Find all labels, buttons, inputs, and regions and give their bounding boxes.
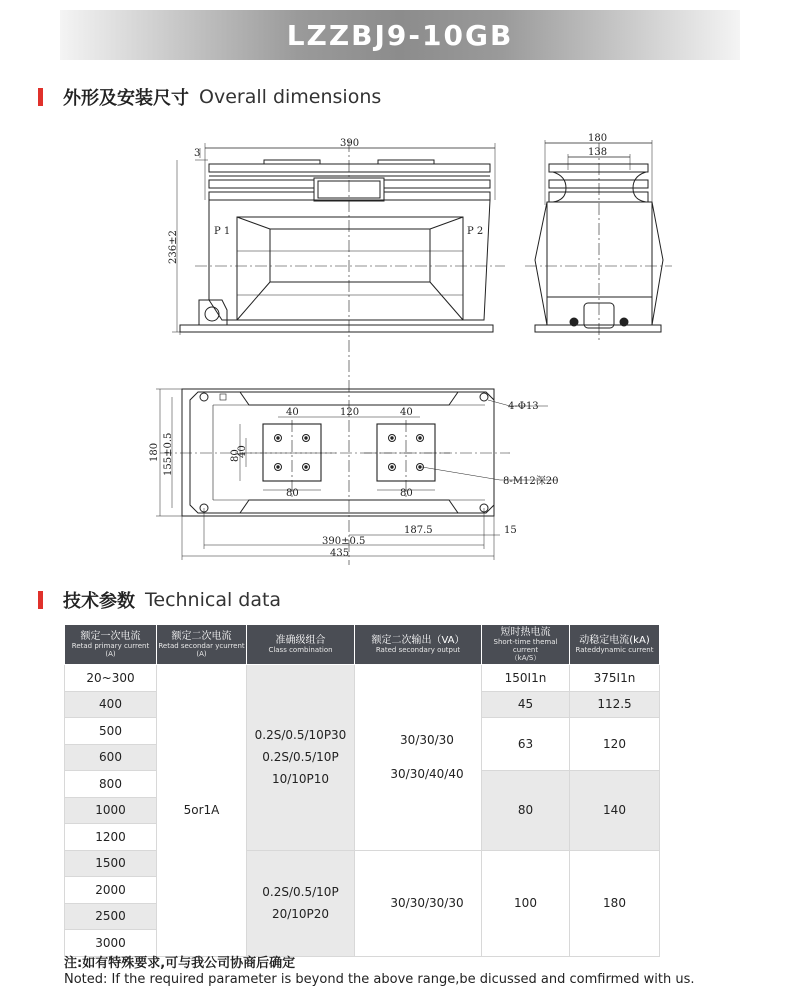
dynamic-cell: 112.5	[570, 691, 660, 718]
section-title-en: Overall dimensions	[199, 86, 382, 108]
col-header-class-combination: 准确级组合 Class combination	[247, 625, 355, 665]
table-header-row	[65, 625, 660, 665]
dimension-drawing	[0, 120, 800, 570]
section-marker	[38, 591, 43, 609]
primary-cell: 3000	[65, 930, 157, 957]
title-banner	[60, 10, 740, 60]
thread-callout: 8-M12深20	[503, 476, 559, 487]
dim-180-plan: 180	[149, 442, 160, 462]
dim-40-vertical: 40	[237, 445, 248, 458]
section-heading-technical	[38, 587, 281, 613]
dim-155: 155±0.5	[163, 432, 174, 476]
label-p1: P 1	[214, 226, 231, 237]
output-cell-b: 30/30/30/30	[355, 850, 482, 956]
primary-cell: 1500	[65, 850, 157, 877]
dim-138: 138	[588, 147, 608, 158]
col-header-secondary-output: 额定二次输出（VA） Rated secondary output	[355, 625, 482, 665]
note-cn: 注:如有特殊要求,可与我公司协商后确定	[64, 956, 296, 971]
primary-cell: 1200	[65, 824, 157, 851]
primary-cell: 600	[65, 744, 157, 771]
thermal-cell: 45	[482, 691, 570, 718]
primary-cell: 500	[65, 718, 157, 745]
product-title: LZZBJ9-10GB	[286, 18, 514, 52]
section-title-cn: 技术参数	[63, 591, 135, 612]
dim-3: 3	[194, 148, 201, 159]
primary-cell: 2500	[65, 903, 157, 930]
thermal-cell: 63	[482, 718, 570, 771]
dim-120: 120	[340, 407, 360, 418]
primary-cell: 400	[65, 691, 157, 718]
dim-40-left: 40	[286, 407, 299, 418]
dim-height: 236±2	[168, 230, 179, 264]
dim-80-left: 80	[286, 488, 299, 499]
hole-callout: 4-Φ13	[508, 401, 539, 412]
dynamic-cell: 120	[570, 718, 660, 771]
primary-cell: 1000	[65, 797, 157, 824]
front-view	[172, 143, 495, 335]
technical-data-table	[64, 624, 660, 957]
primary-cell: 800	[65, 771, 157, 798]
primary-cell: 2000	[65, 877, 157, 904]
primary-cell: 20~300	[65, 665, 157, 692]
class-cell-a: 0.2S/0.5/10P30 0.2S/0.5/10P 10/10P10	[247, 665, 355, 851]
secondary-cell: 5or1A	[157, 665, 247, 957]
class-cell-b: 0.2S/0.5/10P 20/10P20	[247, 850, 355, 956]
col-header-primary-current: 额定一次电流 Retad primary current (A)	[65, 625, 157, 665]
table-row	[65, 850, 660, 877]
section-title-cn: 外形及安装尺寸	[63, 88, 189, 109]
note-block	[64, 956, 694, 988]
dim-80-right: 80	[400, 488, 413, 499]
table-row	[65, 665, 660, 692]
dynamic-cell: 140	[570, 771, 660, 851]
col-header-thermal-current: 短时热电流 Short-time themal current （kA/S）	[482, 625, 570, 665]
dynamic-cell: 180	[570, 850, 660, 956]
dim-15: 15	[504, 525, 517, 536]
section-heading-dimensions	[38, 84, 381, 110]
thermal-cell: 150I1n	[482, 665, 570, 692]
dim-80-vertical: 80	[230, 449, 241, 462]
col-header-secondary-current: 额定二次电流 Retad secondar ycurrent (A)	[157, 625, 247, 665]
note-en: Noted: If the required parameter is beyond the above range,be dicussed and comfirmed with us.	[64, 972, 695, 987]
section-title-en: Technical data	[145, 589, 282, 611]
dim-435: 435	[330, 548, 350, 559]
thermal-cell: 100	[482, 850, 570, 956]
dim-390: 390	[340, 138, 360, 149]
label-p2: P 2	[467, 226, 484, 237]
dim-187-5: 187.5	[404, 525, 433, 536]
section-marker	[38, 88, 43, 106]
thermal-cell: 80	[482, 771, 570, 851]
dynamic-cell: 375I1n	[570, 665, 660, 692]
output-cell-a: 30/30/30 30/30/40/40	[355, 665, 482, 851]
dim-390-plan: 390±0.5	[322, 536, 366, 547]
col-header-dynamic-current: 动稳定电流(kA) Rateddynamic current	[570, 625, 660, 665]
dim-40-right: 40	[400, 407, 413, 418]
dim-180-side: 180	[588, 133, 608, 144]
